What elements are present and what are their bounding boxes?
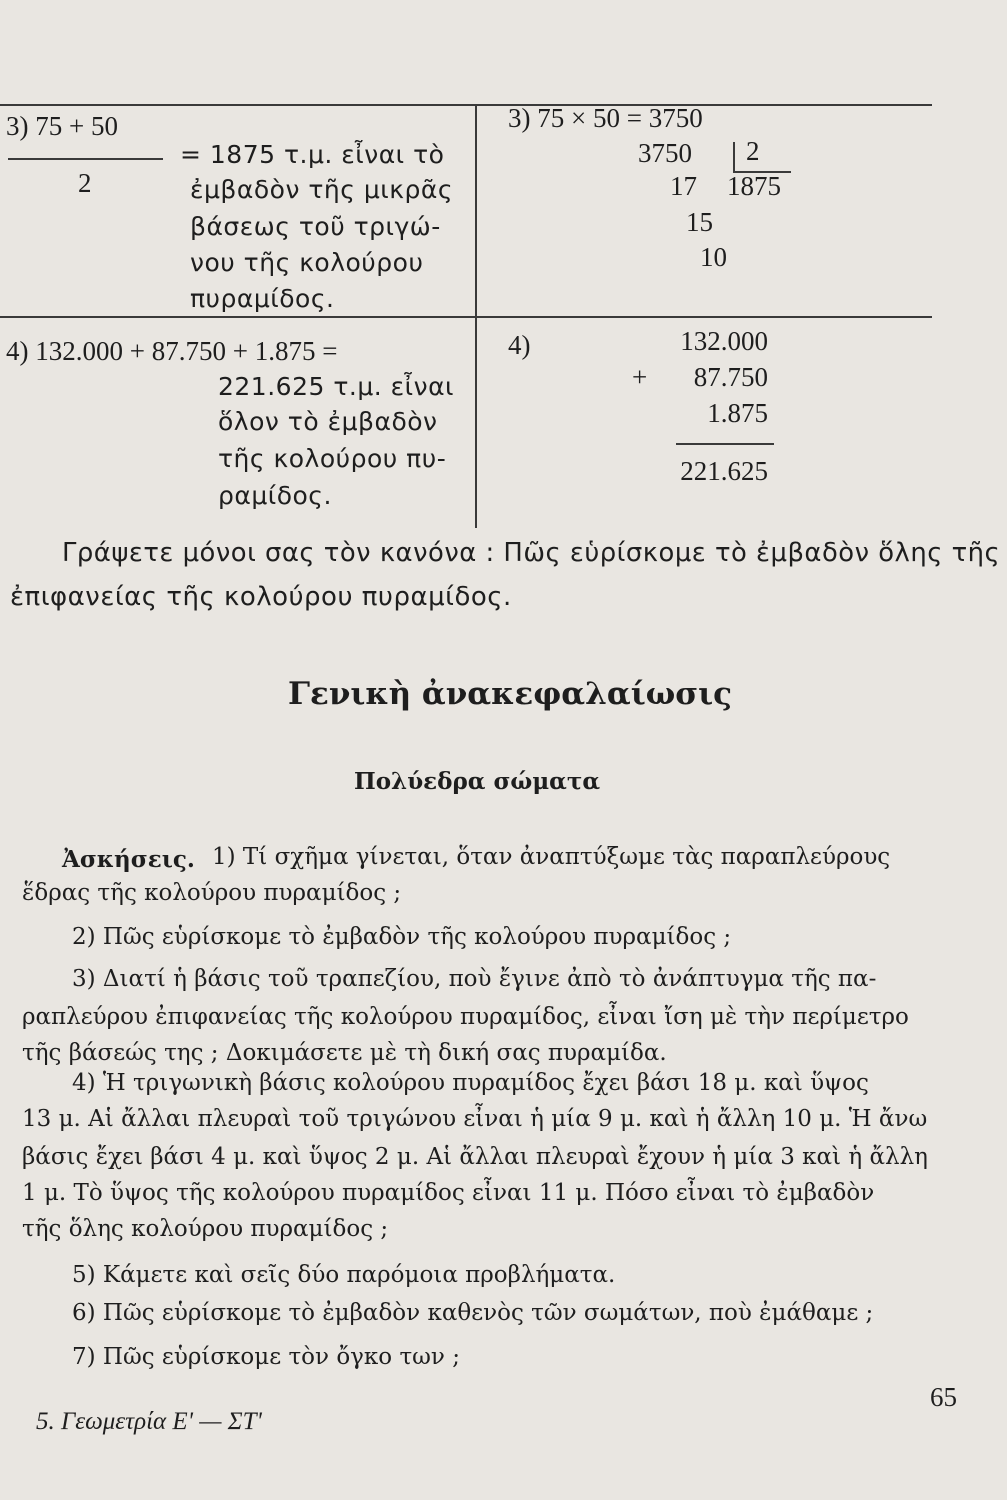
result-line: βάσεως τοῦ τριγώ- (190, 212, 441, 241)
multiplication: 3) 75 × 50 = 3750 (508, 103, 703, 133)
sum: 221.625 (680, 456, 768, 486)
fraction-bar (8, 158, 163, 160)
exercise-line: 6) Πῶς εὑρίσκομε τὸ ἐμβαδὸν καθενὸς τῶν σωμάτων, ποὺ ἐμάθαμε ; (72, 1300, 874, 1326)
exercise-line: 3) Διατί ἡ βάσις τοῦ τραπεζίου, ποὺ ἔγινε ἀπὸ τὸ ἀνάπτυγμα τῆς πα- (72, 966, 877, 992)
exercise-line: ραπλεύρου ἐπιφανείας τῆς κολούρου πυραμίδος, εἶναι ἴση μὲ τὴν περίμετρο (22, 1004, 909, 1030)
addend: 87.750 (693, 362, 768, 392)
exercise-line: 5) Κάμετε καὶ σεῖς δύο παρόμοια προβλήματα. (72, 1262, 616, 1288)
exercise-line: τῆς ὅλης κολούρου πυραμίδος ; (22, 1216, 389, 1242)
exercise-line: τῆς βάσεώς της ; Δοκιμάσετε μὲ τὴ δική σας πυραμίδα. (22, 1040, 667, 1066)
instruction-line: ἐπιφανείας τῆς κολούρου πυραμίδος. (10, 582, 512, 612)
printer-signature: 5. Γεωμετρία Ε' — ΣΤ' (36, 1408, 262, 1435)
exercise-line: 7) Πῶς εὑρίσκομε τὸν ὄγκο των ; (72, 1344, 460, 1370)
table-column-divider (475, 104, 477, 528)
page-number: 65 (930, 1382, 957, 1412)
division-dividend: 3750 (638, 138, 692, 168)
division-bar-vertical (733, 142, 735, 172)
plus-sign: + (632, 362, 648, 392)
division-step: 10 (700, 242, 727, 272)
division-quotient: 1875 (727, 171, 781, 201)
exercise-line: 13 μ. Αἱ ἄλλαι πλευραὶ τοῦ τριγώνου εἶναι ἡ μία 9 μ. καὶ ἡ ἄλλη 10 μ. Ἡ ἄνω (22, 1106, 928, 1132)
result-line: ραμίδος. (218, 481, 332, 510)
exercise-line: ἕδρας τῆς κολούρου πυραμίδος ; (22, 880, 402, 906)
result-line: 221.625 τ.μ. εἶναι (218, 372, 455, 401)
exercise-line: βάσις ἔχει βάσι 4 μ. καὶ ὕψος 2 μ. Αἱ ἄλλαι πλευραὶ ἔχουν ἡ μία 3 καὶ ἡ ἄλλη (22, 1144, 928, 1170)
fraction-denominator: 2 (78, 168, 92, 198)
division-step: 17 (670, 171, 697, 201)
exercise-line: 1 μ. Τὸ ὕψος τῆς κολούρου πυραμίδος εἶναι 11 μ. Πόσο εἶναι τὸ ἐμβαδὸν (22, 1180, 875, 1206)
result-line: νου τῆς κολούρου (190, 248, 424, 277)
result-line: τῆς κολούρου πυ- (218, 444, 447, 473)
exercises-label: Ἀσκήσεις. (62, 846, 195, 873)
result-line: ὅλον τὸ ἐμβαδὸν (218, 407, 438, 436)
exercise-line: 2) Πῶς εὑρίσκομε τὸ ἐμβαδὸν τῆς κολούρου πυραμίδος ; (72, 924, 732, 950)
exercise-line: 1) Τί σχῆμα γίνεται, ὅταν ἀναπτύξωμε τὰς παραπλεύρους (212, 844, 891, 870)
addend: 1.875 (707, 398, 768, 428)
result-line: = 1875 τ.μ. εἶναι τὸ (180, 140, 445, 169)
section-heading: Γενικὴ ἀνακεφαλαίωσις (288, 676, 732, 712)
result-line: πυραμίδος. (190, 284, 335, 313)
fraction-numerator: 3) 75 + 50 (6, 111, 118, 141)
addition-label: 4) (508, 330, 531, 360)
section-subheading: Πολύεδρα σώματα (354, 768, 601, 795)
table-top-rule (0, 104, 932, 106)
addend: 132.000 (680, 326, 768, 356)
sum-bar (676, 443, 774, 445)
exercise-line: 4) Ἡ τριγωνικὴ βάσις κολούρου πυραμίδος ἔχει βάσι 18 μ. καὶ ὕψος (72, 1070, 869, 1096)
instruction-line: Γράψετε μόνοι σας τὸν κανόνα : Πῶς εὑρίσκομε τὸ ἐμβαδὸν ὅλης τῆς (62, 538, 1001, 568)
table-middle-rule (0, 316, 932, 318)
division-divisor: 2 (746, 136, 760, 166)
addition-line: 4) 132.000 + 87.750 + 1.875 = (6, 336, 338, 366)
result-line: ἐμβαδὸν τῆς μικρᾶς (190, 175, 453, 204)
division-step: 15 (686, 207, 713, 237)
